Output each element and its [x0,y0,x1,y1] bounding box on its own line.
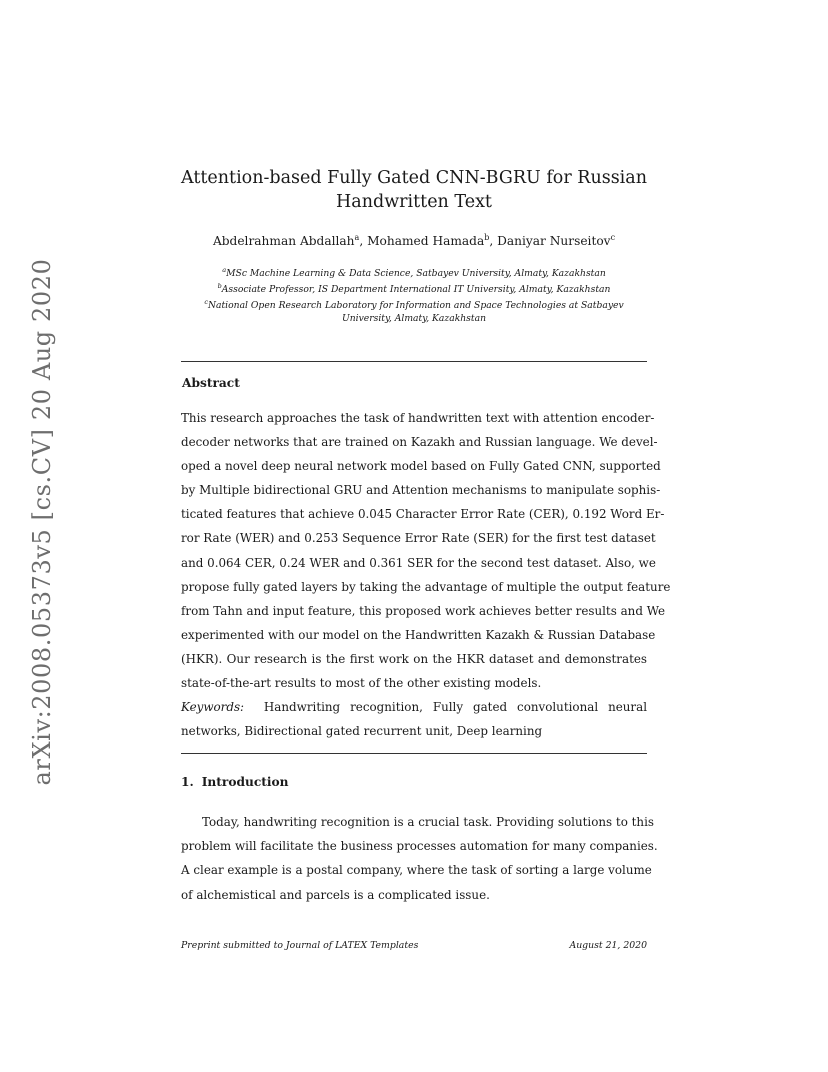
affiliation-line [181,296,647,312]
keywords-label: Keywords: [181,700,245,715]
affiliation-list [181,264,647,325]
affiliation-text: Associate Professor, IS Department International IT University, Almaty, Kazakhstan [221,284,611,296]
abstract-bottom-rule [181,753,647,754]
arxiv-identifier: arXiv:2008.05373v5 [cs.CV] 20 Aug 2020 [28,258,56,786]
paragraph-line: problem will facilitate the business processes automation for many companies. [181,839,658,854]
paragraph-line: of alchemistical and parcels is a complicated issue. [181,887,490,902]
title-line-1: Attention-based Fully Gated CNN-BGRU for Russian [181,168,647,188]
section-heading-introduction [181,775,289,789]
author-separator: , [489,234,498,249]
title-line-2: Handwritten Text [336,192,492,212]
affiliation-text: MSc Machine Learning & Data Science, Satbayev University, Almaty, Kazakhstan [226,268,606,280]
abstract-line: ticated features that achieve 0.045 Character Error Rate (CER), 0.192 Word Er- [181,507,665,522]
paper-title [181,166,647,214]
author-separator: , [359,234,368,249]
abstract-line: propose fully gated layers by taking the advantage of multiple the output feature [181,579,671,594]
introduction-body [181,810,658,907]
affiliation-text: University, Almaty, Kazakhstan [342,313,486,325]
abstract-top-rule [181,361,647,362]
author-list [181,233,647,248]
abstract-line: oped a novel deep neural network model based on Fully Gated CNN, supported [181,459,661,474]
author-name: Mohamed Hamada [367,234,485,249]
keywords-line: networks, Bidirectional gated recurrent unit, Deep learning [181,724,543,739]
affiliation-text: National Open Research Laboratory for Information and Space Technologies at Satbayev [207,300,624,312]
keywords-line [181,695,647,719]
abstract-line: This research approaches the task of handwritten text with attention encoder- [181,411,655,425]
preprint-note: Preprint submitted to Journal of LATEX Templates [181,940,419,951]
author-affiliation-mark: c [610,233,616,242]
abstract-line: ror Rate (WER) and 0.253 Sequence Error Rate (SER) for the first test dataset [181,531,656,546]
abstract-line: by Multiple bidirectional GRU and Attention mechanisms to manipulate sophis- [181,483,661,498]
affiliation-line [181,312,647,325]
page-footer [181,940,647,951]
author-name: Daniyar Nurseitov [497,234,611,249]
abstract-line: state-of-the-art results to most of the other existing models. [181,676,542,691]
abstract-body [181,406,671,743]
abstract-line: and 0.064 CER, 0.24 WER and 0.361 SER for the second test dataset. Also, we [181,555,656,570]
affiliation-mark: a [222,266,227,274]
affiliation-mark: c [204,298,208,307]
keywords-text: Handwriting recognition, Fully gated convolutional neural [263,700,647,715]
author-name: Abdelrahman Abdallah [212,234,355,249]
abstract-heading: Abstract [182,376,240,390]
affiliation-mark: b [217,282,222,291]
paragraph-line: A clear example is a postal company, where the task of sorting a large volume [181,863,652,878]
abstract-line: from Tahn and input feature, this proposed work achieves better results and We [181,603,666,618]
affiliation-line [181,264,647,280]
author-affiliation-mark: b [484,233,490,242]
abstract-line: (HKR). Our research is the first work on the HKR dataset and demonstrates [181,651,647,666]
section-number: 1. [181,775,194,789]
abstract-line: experimented with our model on the Handwritten Kazakh & Russian Database [181,627,656,642]
paragraph-line: Today, handwriting recognition is a crucial task. Providing solutions to this [202,815,654,829]
affiliation-line [181,280,647,296]
section-title: Introduction [201,775,289,789]
abstract-line: decoder networks that are trained on Kazakh and Russian language. We devel- [181,435,658,450]
preprint-date: August 21, 2020 [569,940,647,951]
author-affiliation-mark: a [354,233,360,242]
